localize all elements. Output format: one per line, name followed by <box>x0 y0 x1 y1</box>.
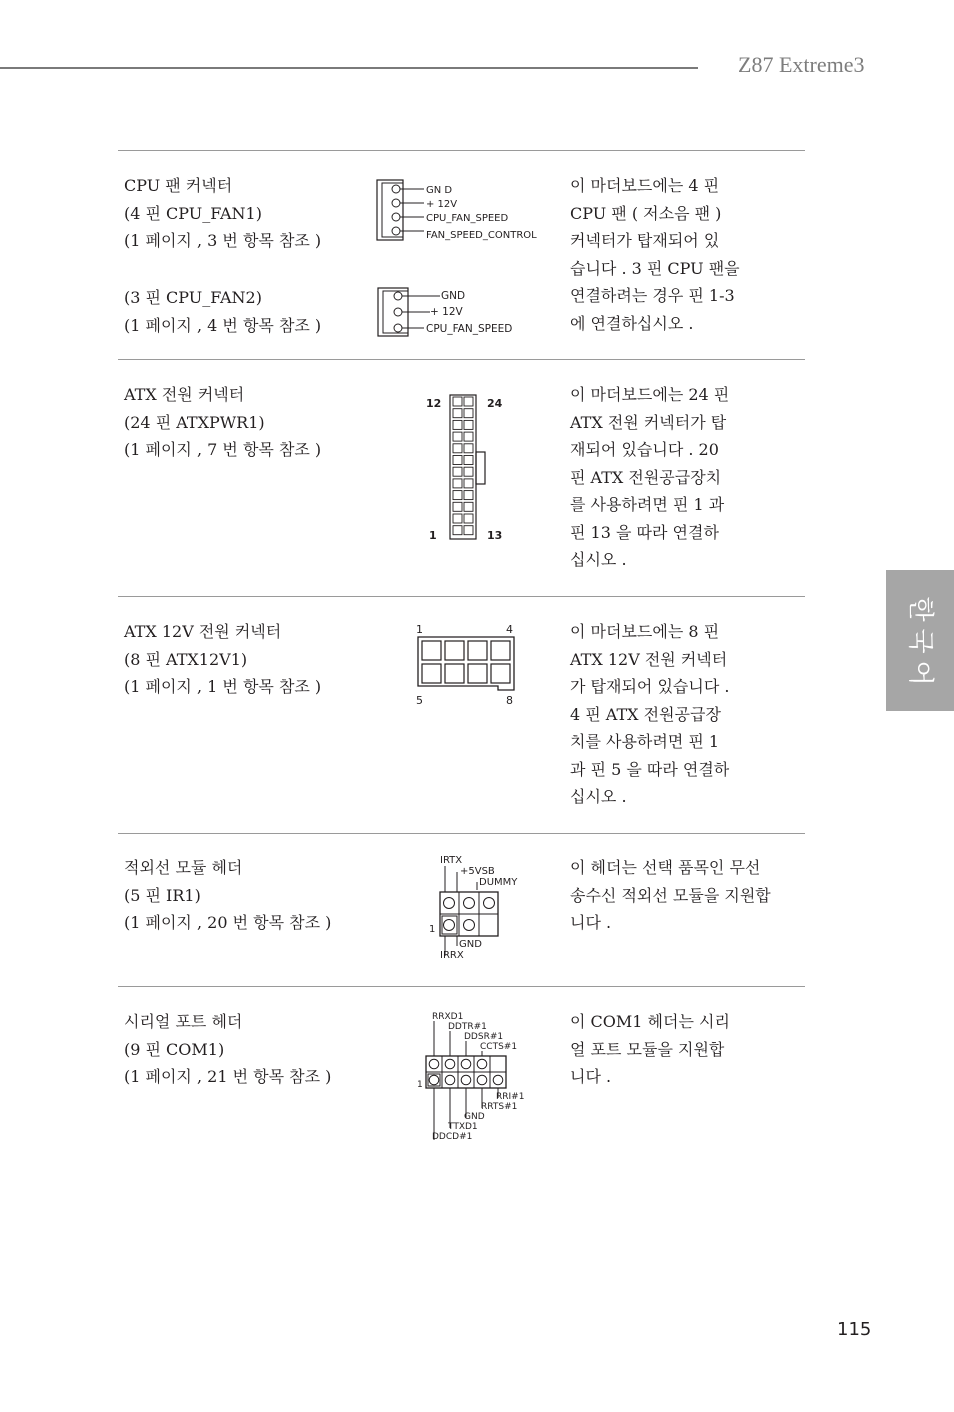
cpu-fan-description <box>124 172 321 255</box>
page-reference: (1 페이지 , 7 번 항목 참조 ) <box>124 440 322 459</box>
pin-cell <box>464 502 473 511</box>
note-line: 를 사용하려면 핀 1 과 <box>570 495 725 514</box>
pin-label: GND <box>459 939 482 950</box>
pin-label: +5VSB <box>460 866 495 877</box>
pin-cell <box>464 444 473 453</box>
note-line: 에 연결하십시오 . <box>570 313 694 333</box>
pin-label: 12 <box>426 397 442 410</box>
note-line: 송수신 적외선 모듈을 지원합 <box>570 885 771 905</box>
pin-cell <box>464 467 473 476</box>
language-tab-char: 국 <box>905 628 935 654</box>
pin-cell <box>464 420 473 429</box>
pin-label: 1 <box>416 623 423 636</box>
note-line: 얼 포트 모듈을 지원합 <box>570 1039 725 1059</box>
section-divider <box>118 359 805 360</box>
note-line: ATX 12V 전원 커넥터 <box>570 649 728 669</box>
note-line: 가 탑재되어 있습니다 . <box>570 677 730 696</box>
pin-cell <box>464 456 473 465</box>
note-line: 십시오 . <box>570 550 627 569</box>
pin-label: CPU_FAN_SPEED <box>426 323 513 335</box>
pin-label: RRI#1 <box>496 1092 525 1102</box>
pin-cell <box>453 409 462 418</box>
header-name: (4 핀 CPU_FAN1) <box>124 203 262 223</box>
pin-label: 1 <box>429 924 436 935</box>
pin-cell <box>464 397 473 406</box>
pin-cell <box>464 514 473 523</box>
pin-label: 13 <box>487 529 503 542</box>
pin-label: RRXD1 <box>432 1012 464 1022</box>
cpu-fan1-diagram <box>372 176 558 246</box>
ir-header-note <box>570 854 805 937</box>
page-reference: (1 페이지 , 4 번 항목 참조 ) <box>124 315 322 335</box>
pin-label: IRRX <box>440 950 464 961</box>
pin-label: DDTR#1 <box>448 1022 487 1032</box>
header-rule <box>0 67 698 69</box>
section-title: 시리얼 포트 헤더 <box>124 1012 243 1031</box>
pin-label: TTXD1 <box>448 1122 478 1132</box>
header-name: (8 핀 ATX12V1) <box>124 649 248 669</box>
atx12v-note <box>570 618 805 811</box>
pin-label: CPU_FAN_SPEED <box>426 213 509 224</box>
pin-label: + 12V <box>426 199 458 210</box>
pin-label: GND <box>464 1112 485 1122</box>
section-divider <box>118 596 805 597</box>
pin-label: 5 <box>416 694 423 707</box>
pin-cell <box>453 526 462 535</box>
ir-header-description <box>124 854 331 937</box>
pin-cell <box>422 664 441 683</box>
pin-label: DUMMY <box>479 877 518 888</box>
header-name: (24 핀 ATXPWR1) <box>124 412 265 432</box>
pin-label: + 12V <box>430 306 463 318</box>
ir-header-diagram <box>424 850 534 966</box>
pin-cell <box>468 641 487 660</box>
cpu-fan2-diagram <box>372 284 532 340</box>
header-name: (9 핀 COM1) <box>124 1039 225 1059</box>
page-reference: (1 페이지 , 21 번 항목 참조 ) <box>124 1067 332 1086</box>
note-line: 4 핀 ATX 전원공급장 <box>570 704 721 724</box>
pin-cell <box>422 641 441 660</box>
pin-cell <box>464 526 473 535</box>
pin-cell <box>453 456 462 465</box>
pin-cell <box>453 420 462 429</box>
pin-label: DDCD#1 <box>432 1132 473 1142</box>
section-title: 적외선 모듈 헤더 <box>124 858 243 877</box>
pin-cell <box>453 444 462 453</box>
note-line: 이 COM1 헤더는 시리 <box>570 1012 730 1031</box>
pin-cell <box>445 641 464 660</box>
section-title: ATX 12V 전원 커넥터 <box>124 622 282 641</box>
atx-power-description <box>124 381 321 464</box>
header-name: (5 핀 IR1) <box>124 885 201 905</box>
section-divider <box>118 150 805 151</box>
pin-cell <box>491 664 510 683</box>
pin-cell <box>453 479 462 488</box>
pin-label: 8 <box>506 694 513 707</box>
note-line: 니다 . <box>570 913 612 932</box>
header-name: (3 핀 CPU_FAN2) <box>124 288 262 307</box>
serial-port-diagram <box>412 1008 532 1144</box>
note-line: 커넥터가 탑재되어 있 <box>570 231 720 250</box>
note-line: 십시오 . <box>570 787 627 806</box>
atx12v-diagram <box>410 620 526 712</box>
note-line: 이 마더보드에는 4 핀 <box>570 176 720 195</box>
note-line: CPU 팬 ( 저소음 팬 ) <box>570 203 722 223</box>
language-tab <box>886 570 954 711</box>
model-name: Z87 Extreme3 <box>738 52 865 77</box>
note-line: 과 핀 5 을 따라 연결하 <box>570 759 730 779</box>
page-reference: (1 페이지 , 1 번 항목 참조 ) <box>124 677 322 696</box>
pin-cell <box>464 409 473 418</box>
note-line: 재되어 있습니다 . 20 <box>570 440 719 459</box>
note-line: 연결하려는 경우 핀 1-3 <box>570 286 735 305</box>
note-line: ATX 전원 커넥터가 탑 <box>570 412 727 432</box>
page-number: 115 <box>837 1319 872 1340</box>
pin-label: GN D <box>426 185 453 196</box>
atx-power-note <box>570 381 805 574</box>
cpu-fan2-description <box>124 284 321 339</box>
pin-cell <box>464 479 473 488</box>
note-line: 습니다 . 3 핀 CPU 팬을 <box>570 258 740 278</box>
pin-cell <box>468 664 487 683</box>
cpu-fan-note <box>570 172 805 337</box>
pin-cell <box>453 491 462 500</box>
pin-label: DDSR#1 <box>464 1032 504 1042</box>
pin-label: GND <box>441 290 466 302</box>
pin-label: 1 <box>429 529 437 542</box>
pin-cell <box>453 514 462 523</box>
section-divider <box>118 833 805 834</box>
pin-label: CCTS#1 <box>480 1042 518 1052</box>
section-title: ATX 전원 커넥터 <box>124 385 245 404</box>
atx24-diagram <box>420 390 510 550</box>
pin-cell <box>453 467 462 476</box>
page-reference: (1 페이지 , 3 번 항목 참조 ) <box>124 231 322 250</box>
page-reference: (1 페이지 , 20 번 항목 참조 ) <box>124 913 332 932</box>
pin-label: 4 <box>506 623 513 636</box>
note-line: 핀 ATX 전원공급장치 <box>570 467 722 487</box>
pin-cell <box>453 432 462 441</box>
pin-label: 1 <box>417 1080 423 1090</box>
serial-port-description <box>124 1008 331 1091</box>
pin-cell <box>491 641 510 660</box>
note-line: 이 헤더는 선택 품목인 무선 <box>570 858 761 877</box>
note-line: 이 마더보드에는 8 핀 <box>570 622 720 641</box>
serial-port-note <box>570 1008 805 1091</box>
pin-cell <box>445 664 464 683</box>
pin-cell <box>464 432 473 441</box>
pin-cell <box>453 397 462 406</box>
note-line: 치를 사용하려면 핀 1 <box>570 732 720 751</box>
atx12v-description <box>124 618 321 701</box>
pin-label: 24 <box>487 397 503 410</box>
pin-cell <box>464 491 473 500</box>
section-divider <box>118 986 805 987</box>
pin-label: FAN_SPEED_CONTROL <box>426 230 537 241</box>
pin-label: RRTS#1 <box>481 1102 518 1112</box>
language-tab-char: 어 <box>905 660 935 686</box>
pin-label: IRTX <box>440 855 463 866</box>
note-line: 핀 13 을 따라 연결하 <box>570 522 719 542</box>
section-title: CPU 팬 커넥터 <box>124 176 233 195</box>
note-line: 이 마더보드에는 24 핀 <box>570 385 730 404</box>
language-tab-char: 한 <box>905 596 935 622</box>
note-line: 니다 . <box>570 1067 612 1086</box>
pin-cell <box>453 502 462 511</box>
